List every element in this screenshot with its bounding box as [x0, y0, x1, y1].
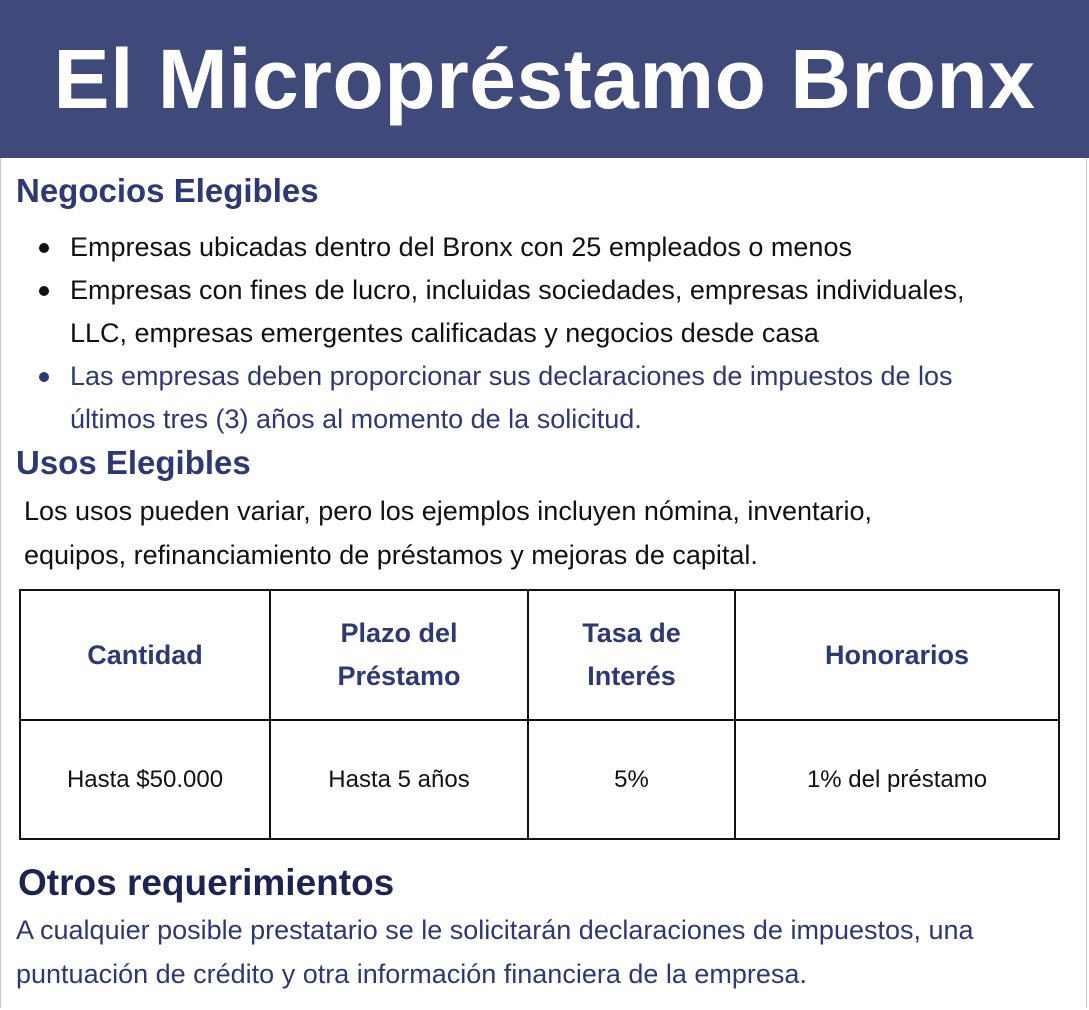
page-title: El Micropréstamo Bronx: [53, 31, 1036, 126]
header-amount: Cantidad: [20, 590, 270, 720]
eligible-uses-line: Los usos pueden variar, pero los ejemplos incluyen nómina, inventario,: [24, 496, 872, 526]
other-requirements-text: [16, 908, 1086, 996]
eligible-uses-line: equipos, refinanciamiento de préstamos y mejoras de capital.: [24, 540, 758, 570]
cell-amount: Hasta $50.000: [20, 720, 270, 839]
eligible-uses-heading: Usos Elegibles: [16, 444, 251, 481]
list-item-text: Las empresas deben proporcionar sus declaraciones de impuestos de los: [70, 361, 953, 391]
bullet-icon: [39, 372, 49, 382]
cell-fees: 1% del préstamo: [735, 720, 1059, 839]
list-item: [0, 355, 1080, 441]
list-item: [0, 226, 1080, 269]
list-item-text: Empresas ubicadas dentro del Bronx con 25 empleados o menos: [70, 232, 852, 262]
eligible-uses-text: [24, 489, 1074, 577]
other-requirements-heading: Otros requerimientos: [18, 862, 395, 903]
list-item-text: LLC, empresas emergentes calificadas y negocios desde casa: [70, 318, 819, 348]
header-fees: Honorarios: [735, 590, 1059, 720]
loan-terms-table: [19, 589, 1060, 840]
table-header-row: [20, 590, 1059, 720]
list-item-text: Empresas con fines de lucro, incluidas sociedades, empresas individuales,: [70, 275, 965, 305]
table-row: [20, 720, 1059, 839]
other-requirements-line: puntuación de crédito y otra información financiera de la empresa.: [16, 959, 807, 989]
bullet-icon: [39, 243, 49, 253]
cell-loan-term: Hasta 5 años: [270, 720, 528, 839]
other-requirements-line: A cualquier posible prestatario se le solicitarán declaraciones de impuestos, una: [16, 915, 974, 945]
title-banner: [0, 0, 1089, 158]
bullet-icon: [39, 286, 49, 296]
cell-interest-rate: 5%: [528, 720, 735, 839]
list-item-text: últimos tres (3) años al momento de la solicitud.: [70, 404, 642, 434]
header-interest-rate: Tasa de Interés: [528, 590, 735, 720]
list-item: [0, 269, 1080, 355]
eligible-businesses-heading: Negocios Elegibles: [16, 172, 319, 209]
header-loan-term: Plazo del Préstamo: [270, 590, 528, 720]
eligible-businesses-list: [0, 226, 1080, 441]
